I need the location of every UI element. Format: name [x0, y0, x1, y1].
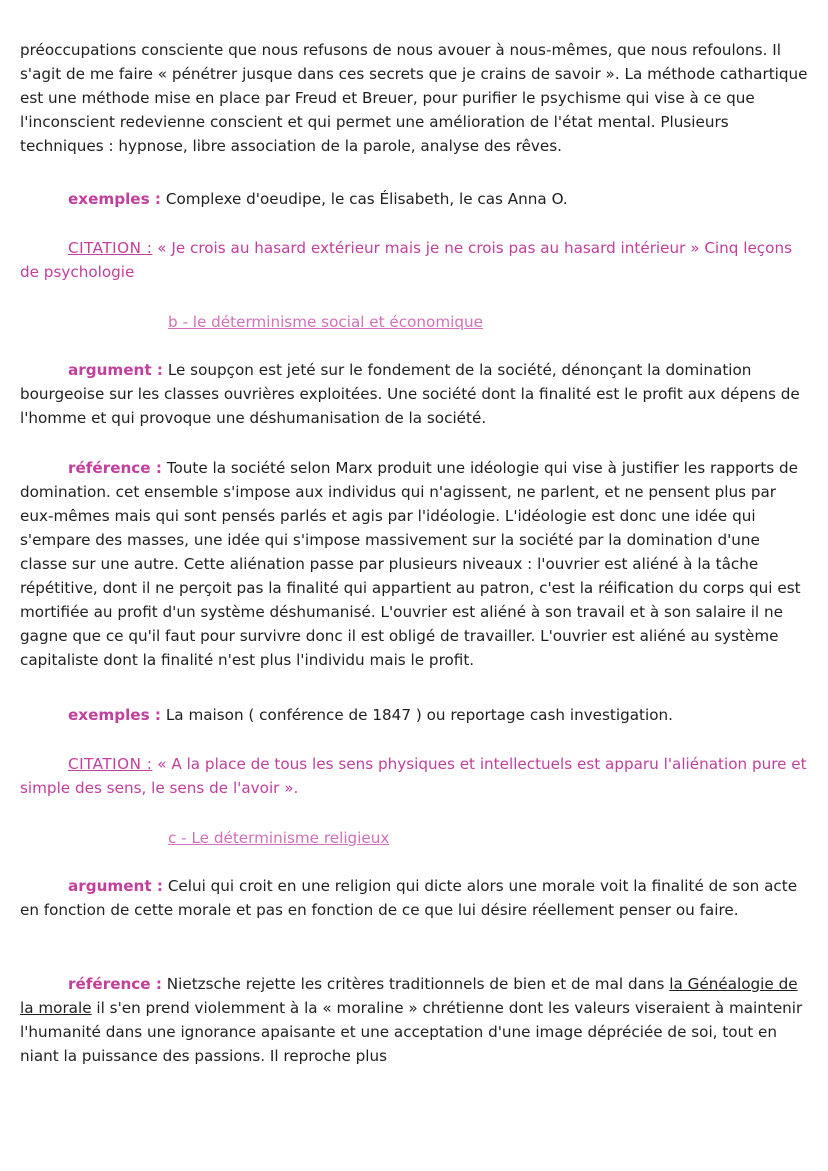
argument-label: argument :	[68, 877, 163, 895]
paragraph-freud-text: préoccupations consciente que nous refusons de nous avouer à nous-mêmes, que nous refoulons. Il s'agit de me faire « pénétrer jusque dans ces secrets que je crains de savoir ». La méthode cathartique est une méthode mise en place par Freud et Breuer, pour purifier le psychisme qui vise à ce que l'inconscient redevienne conscient et qui permet une amélioration de l'état mental. Plusieurs techniques : hypnose, libre association de la parole, analyse des rêves.	[20, 41, 808, 155]
reference-marx	[20, 456, 810, 672]
reference-label: référence :	[68, 459, 162, 477]
reference-text-before: Nietzsche rejette les critères traditionnels de bien et de mal dans	[166, 975, 665, 993]
argument-text: Celui qui croit en une religion qui dicte alors une morale voit la finalité de son acte en fonction de cette morale et pas en fonction de ce que lui désire réellement penser ou faire.	[20, 877, 798, 919]
citation-text: « Je crois au hasard extérieur mais je ne crois pas au hasard intérieur » Cinq leçons de psychologie	[20, 239, 792, 281]
examples-label: exemples :	[68, 190, 162, 208]
section-heading-b: b - le déterminisme social et économique	[168, 313, 483, 331]
citation-text: « A la place de tous les sens physiques et intellectuels est apparu l'aliénation pure et simple des sens, le sens de l'avoir ».	[20, 755, 807, 797]
argument-social	[20, 358, 810, 430]
citation-freud	[20, 236, 810, 284]
paragraph-freud	[20, 38, 810, 158]
reference-nietzsche	[20, 972, 810, 1068]
argument-text: Le soupçon est jeté sur le fondement de la société, dénonçant la domination bourgeoise sur les classes ouvrières exploitées. Une société dont la finalité est le profit aux dépens de l'homme et qui provoque une déshumanisation de la société.	[20, 361, 800, 427]
citation-marx	[20, 752, 810, 800]
reference-label: référence :	[68, 975, 162, 993]
examples-text: La maison ( conférence de 1847 ) ou reportage cash investigation.	[165, 706, 673, 724]
reference-text-after: il s'en prend violemment à la « moraline » chrétienne dont les valeurs viseraient à maintenir l'humanité dans une ignorance apaisante et une acceptation d'une image dépréciée de soi, tout en niant la puissance des passions. Il reproche plus	[20, 999, 803, 1065]
examples-marx	[20, 703, 810, 727]
section-heading-c: c - Le déterminisme religieux	[168, 829, 390, 847]
argument-label: argument :	[68, 361, 163, 379]
citation-label: CITATION :	[68, 239, 153, 257]
book-title: la Généalogie de la morale	[20, 975, 798, 1017]
argument-religious	[20, 874, 810, 922]
citation-label: CITATION :	[68, 755, 153, 773]
examples-freud	[20, 187, 810, 211]
examples-text: Complexe d'oeudipe, le cas Élisabeth, le cas Anna O.	[165, 190, 568, 208]
examples-label: exemples :	[68, 706, 162, 724]
reference-text: Toute la société selon Marx produit une idéologie qui vise à justifier les rapports de domination. cet ensemble s'impose aux individus qui n'agissent, ne parlent, et ne pensent plus par eux-mêmes mais qui sont pensés parlés et agis par l'idéologie. L'idéologie est donc une idée qui s'empare des masses, une idée qui s'impose massivement sur la société par la domination d'une classe sur une autre. Cette aliénation passe par plusieurs niveaux : l'ouvrier est aliéné à la tâche répétitive, dont il ne perçoit pas la finalité qui appartient au patron, c'est la réification du corps qui est mortifiée au profit d'un système déshumanisé. L'ouvrier est aliéné à son travail et à son salaire il ne gagne que ce qu'il faut pour survivre donc il est obligé de travailler. L'ouvrier est aliéné au système capitaliste dont la finalité n'est plus l'individu mais le profit.	[20, 459, 801, 669]
